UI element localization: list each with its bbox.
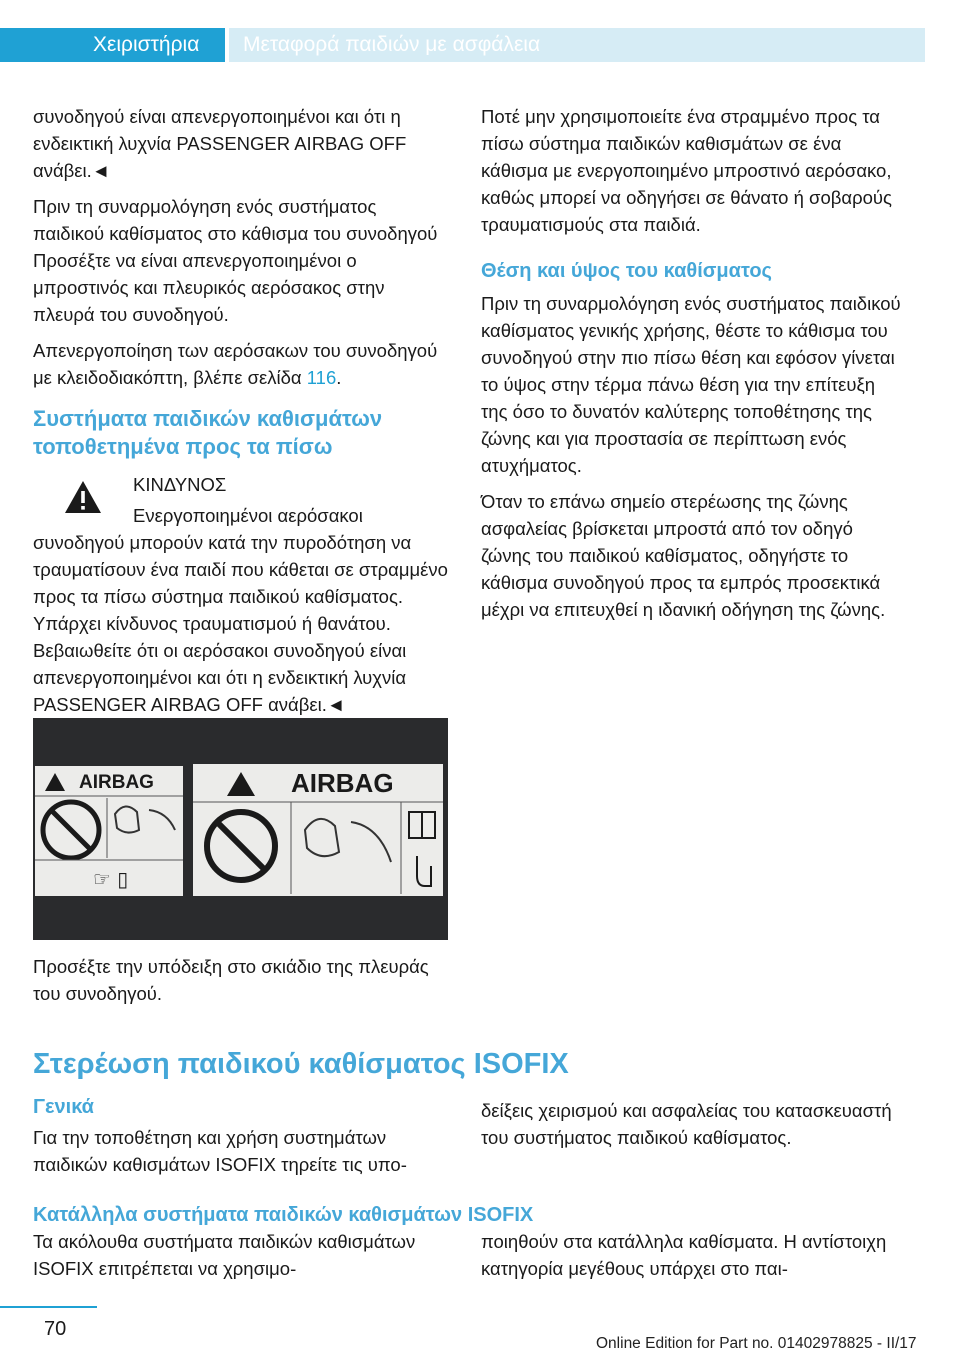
airbag-sunvisor-illustration xyxy=(33,718,448,940)
suitable-systems-heading: Κατάλληλα συστήματα παιδικών καθισμάτων ISOFIX xyxy=(33,1204,534,1226)
section-tab: Μεταφορά παιδιών με ασφάλεια xyxy=(229,28,925,62)
svg-text:☞ ▯: ☞ ▯ xyxy=(93,867,129,891)
small-label-text: AIRBAG xyxy=(79,772,154,793)
large-label-text: AIRBAG xyxy=(291,768,394,798)
general-heading: Γενικά xyxy=(33,1096,94,1118)
paragraph-text: Απενεργοποίηση των αερόσακων του συνοδηγού με κλειδοδιακόπτη, βλέπε σελίδα xyxy=(33,340,438,388)
page-reference-link[interactable]: 116 xyxy=(306,367,337,388)
chapter-tab: Χειριστήρια xyxy=(0,28,225,62)
section-heading: Συστήματα παιδικών καθισμάτων τοποθετημένα προς τα πίσω xyxy=(33,406,383,459)
paragraph: Τα ακόλουθα συστήματα παιδικών καθισμάτων ISOFIX επιτρέπεται να χρησιμο- xyxy=(33,1231,416,1279)
airbag-label-photo xyxy=(33,718,448,940)
paragraph: Όταν το επάνω σημείο στερέωσης της ζώνης ασφαλείας βρίσκεται μπροστά από τον οδηγό ζώνης του παιδικού καθίσματος, οδηγήστε το κάθισμα συνοδηγού προς τα εμπρός προσεκτικά μέχρι να επιτευχθεί η ιδανική οδήγηση της ζώνης. xyxy=(481,491,886,620)
isofix-title: Στερέωση παιδικού καθίσματος ISOFIX xyxy=(33,1048,569,1080)
danger-warning xyxy=(33,471,451,498)
footer-rule xyxy=(0,1306,97,1308)
paragraph: Για την τοποθέτηση και χρήση συστημάτων παιδικών καθισμάτων ISOFIX τηρείτε τις υπο- xyxy=(33,1127,407,1175)
paragraph-end: . xyxy=(336,367,342,388)
edition-note: Online Edition for Part no. 01402978825 - II/17 xyxy=(596,1335,917,1352)
paragraph: Πριν τη συναρμολόγηση ενός συστήματος παιδικού καθίσματος γενικής χρήσης, θέστε το κάθισμα του συνοδηγού στην πιο πίσω θέση και εφόσον γίνεται το ύψος στην τέρμα πάνω θέση για την επίτευξη της όσο το δυνατόν καλύτερης τοποθέτησης της ζώνης και για προστασία σε περίπτωση ενός ατυχήματος. xyxy=(481,293,901,476)
warning-triangle-icon xyxy=(63,479,103,515)
page-number: 70 xyxy=(44,1318,67,1340)
paragraph: ποιηθούν στα κατάλληλα καθίσματα. Η αντίστοιχη κατηγορία μεγέθους υπάρχει στο παι- xyxy=(481,1231,887,1279)
paragraph xyxy=(33,337,451,391)
left-column xyxy=(33,103,451,727)
section-heading: Θέση και ύψος του καθίσματος xyxy=(481,260,772,282)
warning-title: ΚΙΝΔΥΝΟΣ xyxy=(133,474,227,495)
photo-caption: Προσέξτε την υπόδειξη στο σκιάδιο της πλευράς του συνοδηγού. xyxy=(33,956,429,1004)
warning-text: Ενεργοποιημένοι αερόσακοι συνοδηγού μπορούν κατά την πυροδότηση να τραυματίσουν ένα παιδί που κάθεται σε στραμμένο προς τα πίσω σύστημα παιδικού καθίσματος. Υπάρχει κίνδυνος τραυματισμού ή θανάτου. Βεβαιωθείτε ότι οι αερόσακοι συνοδηγού είναι απενεργοποιημένοι και ότι η ενδεικτική λυχνία PASSENGER AIRBAG OFF ανάβει.◄ xyxy=(33,505,448,715)
chapter-header xyxy=(0,28,925,62)
paragraph: Πριν τη συναρμολόγηση ενός συστήματος παιδικού καθίσματος στο κάθισμα του συνοδηγού Προσέξτε να είναι απενεργοποιημένοι ο μπροστινός και πλευρικός αερόσακος στην πλευρά του συνοδηγού. xyxy=(33,196,438,325)
paragraph: συνοδηγού είναι απενεργοποιημένοι και ότι η ενδεικτική λυχνία PASSENGER AIRBAG OFF ανάβει.◄ xyxy=(33,106,407,181)
paragraph: Ποτέ μην χρησιμοποιείτε ένα στραμμένο προς τα πίσω σύστημα παιδικών καθισμάτων σε ένα κάθισμα με ενεργοποιημένο μπροστινό αερόσακο, καθώς μπορεί να οδηγήσει σε θάνατο ή σοβαρούς τραυματισμούς στα παιδιά. xyxy=(481,106,892,235)
paragraph: δείξεις χειρισμού και ασφαλείας του κατασκευαστή του συστήματος παιδικού καθίσματος. xyxy=(481,1100,892,1148)
right-column xyxy=(481,103,901,632)
